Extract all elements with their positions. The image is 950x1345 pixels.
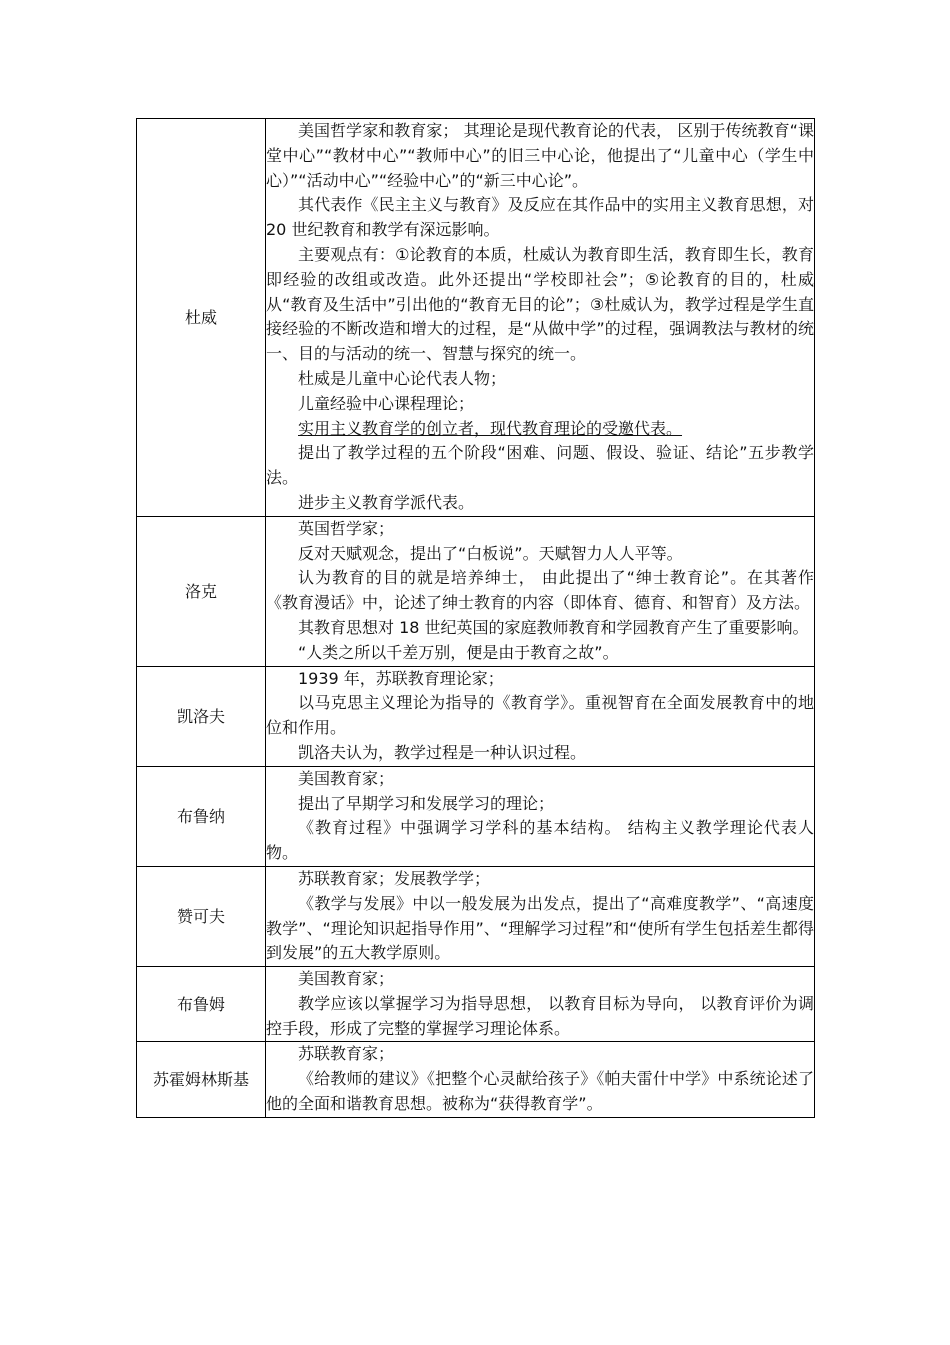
- educator-name: 赞可夫: [137, 866, 266, 966]
- table-row: [137, 516, 815, 666]
- educators-table: [136, 118, 815, 1118]
- educator-description: [266, 866, 815, 966]
- description-paragraph: 进步主义教育学派代表。: [298, 492, 475, 512]
- description-paragraph: 《教学与发展》中以一般发展为出发点，提出了“高难度教学”、“高速度教学”、“理论知识起指导作用”、“理解学习过程”和“使所有学生包括差生都得到发展”的五大教学原则。: [266, 893, 814, 963]
- description-paragraph: 英国哲学家；: [298, 518, 395, 538]
- table-row: [137, 1042, 815, 1117]
- description-paragraph: 美国哲学家和教育家； 其理论是现代教育论的代表， 区别于传统教育“课堂中心”“教材中心”“教师中心”的旧三中心论，他提出了“儿童中心（学生中心）”“活动中心”“经验中心”的“新三中心论”。: [266, 121, 814, 190]
- description-paragraph: 实用主义教育学的创立者，现代教育理论的受邀代表。: [298, 418, 683, 438]
- educator-description: [266, 119, 815, 517]
- educator-description: [266, 766, 815, 866]
- table-row: [137, 119, 815, 517]
- description-paragraph: 苏联教育家；: [298, 1044, 395, 1064]
- description-paragraph: 提出了教学过程的五个阶段“困难、问题、假设、验证、结论”五步教学法。: [266, 443, 814, 488]
- educator-name: 凯洛夫: [137, 666, 266, 766]
- description-paragraph: 认为教育的目的就是培养绅士， 由此提出了“绅士教育论”。在其著作《教育漫话》中，论述了绅士教育的内容（即体育、德育、和智育）及方法。: [266, 568, 814, 613]
- educators-table-body: [137, 119, 815, 1118]
- educator-name: 苏霍姆林斯基: [137, 1042, 266, 1117]
- educator-description: [266, 516, 815, 666]
- educator-name: 杜威: [137, 119, 266, 517]
- description-paragraph: 提出了早期学习和发展学习的理论；: [298, 793, 555, 813]
- table-row: [137, 967, 815, 1042]
- table-row: [137, 766, 815, 866]
- educator-description: [266, 666, 815, 766]
- description-paragraph: 美国教育家；: [298, 768, 395, 788]
- description-paragraph: 主要观点有：①论教育的本质，杜威认为教育即生活，教育即生长，教育即经验的改组或改造。此外还提出“学校即社会”；⑤论教育的目的，杜威从“教育及生活中”引出他的“教育无目的论”；③杜威认为，教学过程是学生直接经验的不断改造和增大的过程，是“从做中学”的过程，强调教法与教材的统一、目的与活动的统一、智慧与探究的统一。: [266, 244, 814, 364]
- table-row: [137, 866, 815, 966]
- educator-name: 布鲁姆: [137, 967, 266, 1042]
- description-paragraph: 教学应该以掌握学习为指导思想， 以教育目标为导向， 以教育评价为调控手段，形成了完整的掌握学习理论体系。: [266, 993, 814, 1038]
- educator-name: 洛克: [137, 516, 266, 666]
- description-paragraph: 其教育思想对 18 世纪英国的家庭教师教育和学园教育产生了重要影响。: [298, 617, 809, 637]
- description-paragraph: 反对天赋观念，提出了“白板说”。天赋智力人人平等。: [298, 543, 683, 563]
- description-paragraph: 1939 年，苏联教育理论家；: [298, 668, 504, 688]
- educator-description: [266, 967, 815, 1042]
- description-paragraph: 凯洛夫认为，教学过程是一种认识过程。: [298, 742, 587, 762]
- description-paragraph: 其代表作《民主主义与教育》及反应在其作品中的实用主义教育思想，对 20 世纪教育和教学有深远影响。: [266, 195, 814, 240]
- description-paragraph: 以马克思主义理论为指导的《教育学》。重视智育在全面发展教育中的地位和作用。: [266, 693, 814, 738]
- description-paragraph: 《给教师的建议》《把整个心灵献给孩子》《帕夫雷什中学》中系统论述了他的全面和谐教育思想。被称为“获得教育学”。: [266, 1069, 814, 1114]
- description-paragraph: 《教育过程》中强调学习学科的基本结构。 结构主义教学理论代表人物。: [266, 818, 814, 863]
- description-paragraph: 儿童经验中心课程理论；: [298, 393, 475, 413]
- description-paragraph: 苏联教育家；发展教学学；: [298, 868, 491, 888]
- description-paragraph: 杜威是儿童中心论代表人物；: [298, 368, 507, 388]
- table-row: [137, 666, 815, 766]
- description-paragraph: 美国教育家；: [298, 969, 395, 989]
- educator-description: [266, 1042, 815, 1117]
- description-paragraph: “人类之所以千差万别，便是由于教育之故”。: [298, 642, 619, 662]
- educator-name: 布鲁纳: [137, 766, 266, 866]
